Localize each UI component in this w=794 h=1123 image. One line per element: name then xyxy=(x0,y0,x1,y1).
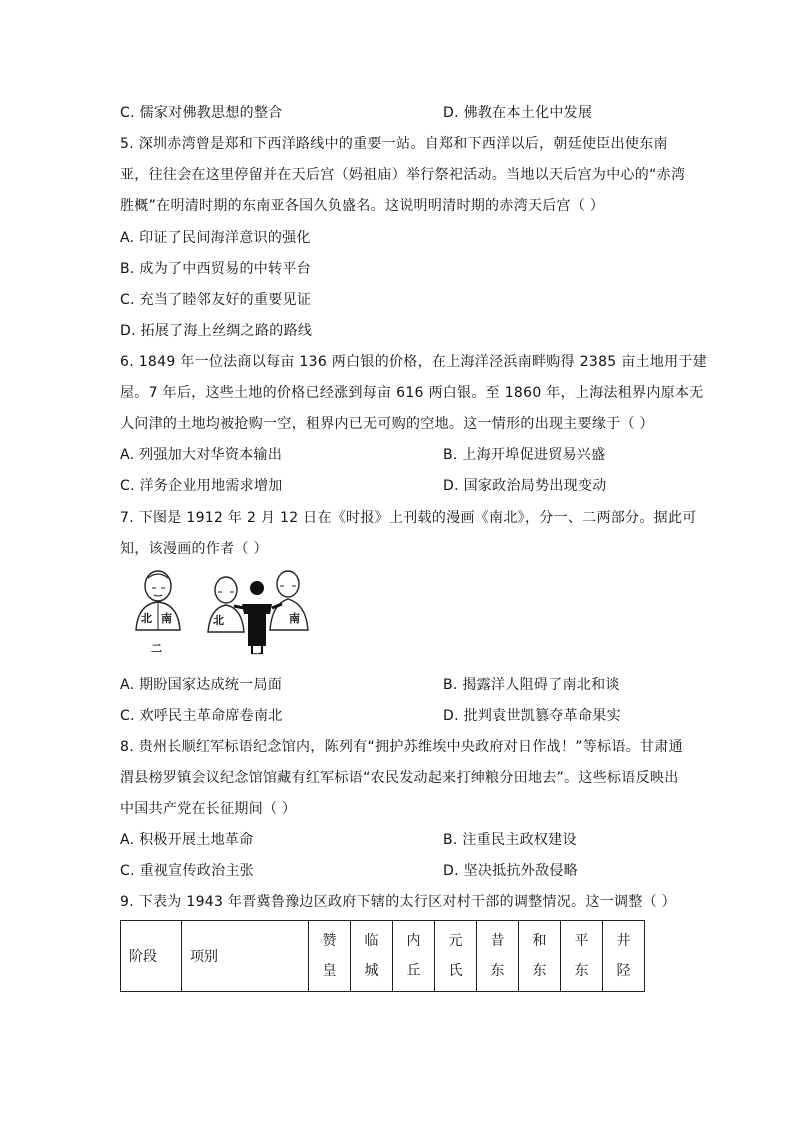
q9-stem-line1: 9. 下表为 1943 年晋冀鲁豫边区政府下辖的太行区对村干部的调整情况。这一调整（ ） xyxy=(120,894,676,910)
q6-option-d: D. 国家政治局势出现变动 xyxy=(443,478,607,494)
q8-stem-line1: 8. 贵州长顺红军标语纪念馆内，陈列有“拥护苏维埃中央政府对日作战！”等标语。甘肃通 xyxy=(120,739,683,755)
q7-option-b: B. 揭露洋人阻碍了南北和谈 xyxy=(443,677,620,693)
q6-stem-line1: 6. 1849 年一位法商以每亩 136 两白银的价格，在上海洋泾浜南畔购得 2385 亩土地用于建 xyxy=(120,354,708,370)
q6-option-c: C. 洋务企业用地需求增加 xyxy=(120,478,283,494)
q7-option-a: A. 期盼国家达成统一局面 xyxy=(120,677,283,693)
q8-stem-line2: 渭县榜罗镇会议纪念馆馆藏有红军标语“农民发动起来打绅粮分田地去”。这些标语反映出 xyxy=(120,770,679,786)
q9-table xyxy=(120,920,645,992)
q5-option-b: B. 成为了中西贸易的中转平台 xyxy=(120,261,312,277)
q5-option-a: A. 印证了民间海洋意识的强化 xyxy=(120,230,311,246)
table-header-county: 平 东 xyxy=(561,921,603,992)
cartoon-label-bei-1: 北 xyxy=(141,612,152,625)
table-header-county: 井 陉 xyxy=(603,921,645,992)
table-header-county: 赞 皇 xyxy=(309,921,351,992)
cartoon-label-nan-1: 南 xyxy=(161,612,172,625)
cartoon-image xyxy=(130,568,320,660)
q6-option-b: B. 上海开埠促进贸易兴盛 xyxy=(443,447,606,463)
q6-option-a: A. 列强加大对华资本输出 xyxy=(120,447,283,463)
q5-stem-line2: 亚，往往会在这里停留并在天后宫（妈祖庙）举行祭祀活动。当地以天后宫为中心的“赤湾 xyxy=(120,167,686,183)
q8-option-c: C. 重视宣传政治主张 xyxy=(120,863,254,879)
q7-stem-line1: 7. 下图是 1912 年 2 月 12 日在《时报》上刊载的漫画《南北》，分一、二两部分。据此可 xyxy=(120,510,697,526)
q8-option-b: B. 注重民主政权建设 xyxy=(443,832,577,848)
q4-option-c: C. 儒家对佛教思想的整合 xyxy=(120,105,283,121)
table-header-stage: 阶段 xyxy=(121,921,182,992)
q8-option-a: A. 积极开展土地革命 xyxy=(120,832,254,848)
table-header-item: 项别 xyxy=(182,921,309,992)
cartoon-label-nan-2: 南 xyxy=(289,612,300,625)
q5-option-c: C. 充当了睦邻友好的重要见证 xyxy=(120,292,312,308)
table-header-county: 和 东 xyxy=(519,921,561,992)
q5-stem-line1: 5. 深圳赤湾曾是郑和下西洋路线中的重要一站。自郑和下西洋以后，朝廷使臣出使东南 xyxy=(120,136,668,152)
table-header-county: 内 丘 xyxy=(393,921,435,992)
table-row xyxy=(121,921,645,992)
cartoon-part-one: 一 xyxy=(251,648,262,661)
q6-stem-line2: 屋。7 年后，这些土地的价格已经涨到每亩 616 两白银。至 1860 年，上海法租界内原本无 xyxy=(120,385,704,401)
q7-stem-line2: 知，该漫画的作者（ ） xyxy=(120,541,268,557)
table-header-county: 元 氏 xyxy=(435,921,477,992)
q5-option-d: D. 拓展了海上丝绸之路的路线 xyxy=(120,323,313,339)
q5-stem-line3: 胜概”在明清时期的东南亚各国久负盛名。这说明明清时期的赤湾天后宫（ ） xyxy=(120,198,605,214)
q6-stem-line3: 人问津的土地均被抢购一空，租界内已无可购的空地。这一情形的出现主要缘于（ ） xyxy=(120,416,654,432)
q8-stem-line3: 中国共产党在长征期间（ ） xyxy=(120,801,297,817)
table-header-county: 临 城 xyxy=(351,921,393,992)
q8-option-d: D. 坚决抵抗外敌侵略 xyxy=(443,863,578,879)
q7-option-d: D. 批判袁世凯篡夺革命果实 xyxy=(443,708,621,724)
cartoon-part-two: 二 xyxy=(151,642,162,655)
cartoon-label-bei-2: 北 xyxy=(213,614,224,627)
q7-option-c: C. 欢呼民主革命席卷南北 xyxy=(120,708,283,724)
table-header-county: 昔 东 xyxy=(477,921,519,992)
q4-option-d: D. 佛教在本土化中发展 xyxy=(443,105,593,121)
